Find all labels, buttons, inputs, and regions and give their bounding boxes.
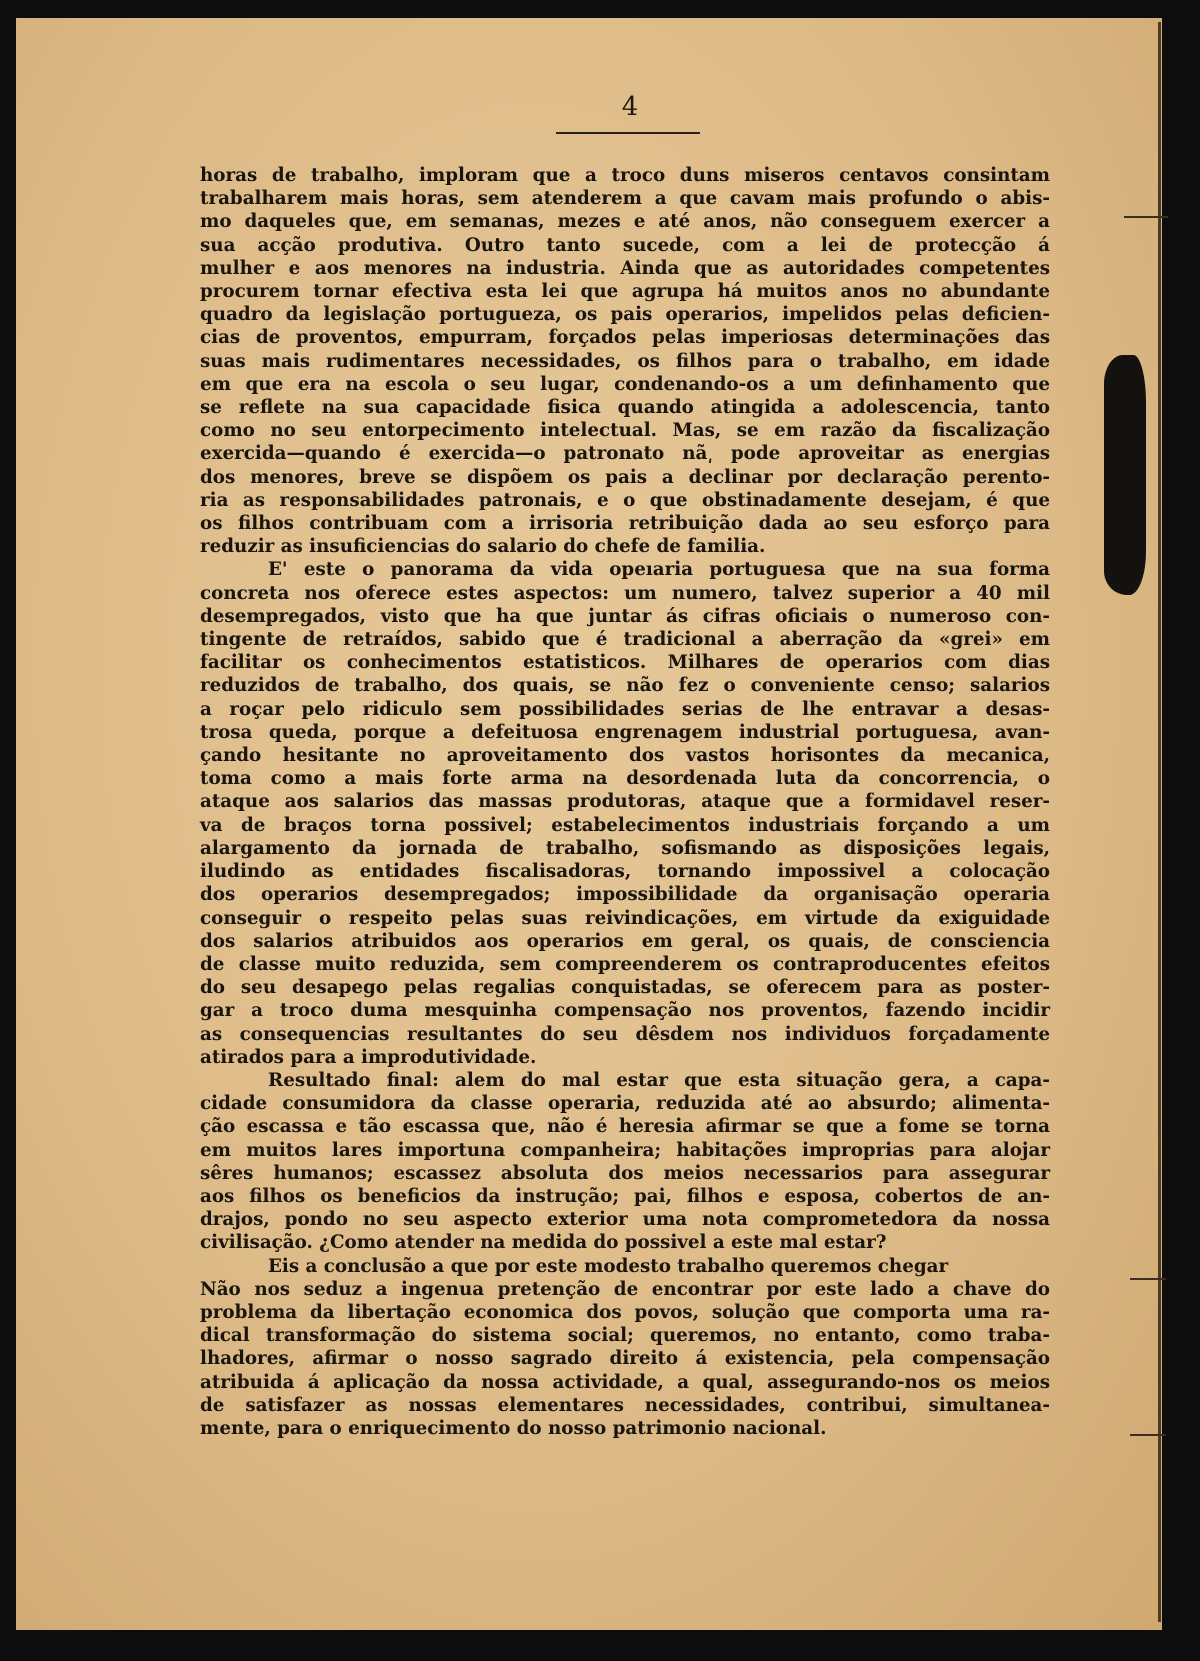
text-line: atirados para a improdutividade. — [200, 1046, 537, 1068]
text-line: como no seu entorpecimento intelectual. Mas, se em razão da fiscalização — [200, 420, 1050, 442]
text-line: de satisfazer as nossas elementares necessidades, contribui, simultanea- — [200, 1394, 1050, 1416]
text-line: do seu desapego pelas regalias conquistadas, se oferecem para as poster- — [200, 977, 1050, 999]
page-number-rule — [556, 132, 700, 134]
text-line: reduzir as insuficiencias do salario do chefe de familia. — [200, 536, 766, 558]
text-line: ção escassa e tão escassa que, não é heresia afirmar se que a fome se torna — [200, 1116, 1050, 1138]
text-line: trosa queda, porque a defeituosa engrenagem industrial portuguesa, avan- — [200, 721, 1050, 743]
text-line: Resultado final: alem do mal estar que esta situação gera, a capa- — [268, 1069, 1050, 1091]
text-line: tingente de retraídos, sabido que é tradicional a aberração da «grei» em — [200, 629, 1050, 651]
text-line: va de braços torna possivel; estabelecimentos industriais forçando a um — [200, 814, 1050, 836]
torn-edge-damage — [1104, 355, 1146, 595]
text-line: em que era na escola o seu lugar, condenando-os a um definhamento que — [200, 373, 1050, 395]
text-line: Eis a conclusão a que por este modesto trabalho queremos chegar — [268, 1255, 949, 1277]
text-line: em muitos lares importuna companheira; habitações improprias para alojar — [200, 1139, 1050, 1161]
edge-tick-mark — [1130, 1278, 1166, 1280]
text-line: de classe muito reduzida, sem compreenderem os contraproducentes efeitos — [200, 953, 1050, 975]
text-line: dos menores, breve se dispõem os pais a declinar por declaração perento- — [200, 466, 1050, 488]
text-line: os filhos contribuam com a irrisoria retribuição dada ao seu esforço para — [200, 513, 1050, 535]
text-line: concreta nos oferece estes aspectos: um numero, talvez superior a 40 mil — [200, 582, 1050, 604]
body-text — [200, 164, 1050, 1440]
text-line: mulher e aos menores na industria. Ainda que as autoridades competentes — [200, 257, 1050, 279]
text-line: iludindo as entidades fiscalisadoras, tornando impossivel a colocação — [200, 861, 1050, 883]
text-line: reduzidos de trabalho, dos quais, se não fez o conveniente censo; salarios — [200, 675, 1050, 697]
text-line: cidade consumidora da classe operaria, reduzida até ao absurdo; alimenta- — [200, 1093, 1050, 1115]
text-line: lhadores, afirmar o nosso sagrado direito á existencia, pela compensação — [200, 1348, 1050, 1370]
text-line: quadro da legislação portugueza, os pais operarios, impelidos pelas deficien- — [200, 304, 1050, 326]
text-line: as consequencias resultantes do seu dêsdem nos individuos forçadamente — [200, 1023, 1050, 1045]
page-number: 4 — [621, 92, 639, 122]
text-line: a roçar pelo ridiculo sem possibilidades serias de lhe entravar a desas- — [200, 698, 1050, 720]
text-line: mente, para o enriquecimento do nosso patrimonio nacional. — [200, 1417, 827, 1439]
edge-tick-mark — [1124, 216, 1168, 218]
text-line: suas mais rudimentares necessidades, os filhos para o trabalho, em idade — [200, 350, 1050, 372]
text-line: alargamento da jornada de trabalho, sofismando as disposições legais, — [200, 837, 1050, 859]
text-line: aos filhos os beneficios da instrução; pai, filhos e esposa, cobertos de an- — [200, 1185, 1050, 1207]
text-line: se reflete na sua capacidade fisica quando atingida a adolescencia, tanto — [200, 397, 1050, 419]
text-line: horas de trabalho, imploram que a troco duns miseros centavos consintam — [200, 165, 1050, 186]
text-line: E' este o panorama da vida opeıaria portuguesa que na sua forma — [268, 559, 1050, 581]
text-line: çando hesitante no aproveitamento dos vastos horisontes da mecanica, — [200, 745, 1050, 767]
text-line: problema da libertação economica dos povos, solução que comporta uma ra- — [200, 1301, 1050, 1323]
text-line: dical transformação do sistema social; queremos, no entanto, como traba- — [200, 1325, 1050, 1347]
text-line: toma como a mais forte arma na desordenada luta da concorrencia, o — [200, 768, 1050, 790]
text-line: drajos, pondo no seu aspecto exterior uma nota comprometedora da nossa — [200, 1209, 1050, 1231]
text-line: sua acção produtiva. Outro tanto sucede, com a lei de protecção á — [200, 234, 1050, 256]
text-line: exercida—quando é exercida—o patronato nã͵ pode aproveitar as energias — [200, 443, 1050, 465]
text-line: dos salarios atribuidos aos operarios em geral, os quais, de consciencia — [200, 930, 1050, 952]
text-line: ria as responsabilidades patronais, e o que obstinadamente desejam, é que — [200, 489, 1050, 511]
text-line: dos operarios desempregados; impossibilidade da organisação operaria — [200, 884, 1050, 906]
text-line: trabalharem mais horas, sem atenderem a que cavam mais profundo o abis- — [200, 188, 1050, 210]
page-fold-edge — [1158, 22, 1161, 1622]
text-line: Não nos seduz a ingenua pretenção de encontrar por este lado a chave do — [200, 1278, 1050, 1300]
text-line: atribuida á aplicação da nossa actividade, a qual, assegurando-nos os meios — [200, 1371, 1050, 1393]
text-line: conseguir o respeito pelas suas reivindicações, em virtude da exiguidade — [200, 907, 1050, 929]
text-line: desempregados, visto que ha que juntar ás cifras oficiais o numeroso con- — [200, 605, 1050, 627]
text-line: civilisação. ¿Como atender na medida do possivel a este mal estar? — [200, 1232, 887, 1254]
text-line: ataque aos salarios das massas produtoras, ataque que a formidavel reser- — [200, 791, 1050, 813]
text-line: mo daqueles que, em semanas, mezes e até anos, não conseguem exercer a — [200, 211, 1050, 233]
text-line: gar a troco duma mesquinha compensação nos proventos, fazendo incidir — [200, 1000, 1050, 1022]
edge-tick-mark — [1130, 1434, 1166, 1436]
text-line: sêres humanos; escassez absoluta dos meios necessarios para assegurar — [200, 1162, 1050, 1184]
text-line: cias de proventos, empurram, forçados pelas imperiosas determinações das — [200, 327, 1050, 349]
text-line: facilitar os conhecimentos estatisticos. Milhares de operarios com dias — [200, 652, 1050, 674]
text-line: procurem tornar efectiva esta lei que agrupa há muitos anos no abundante — [200, 281, 1050, 303]
